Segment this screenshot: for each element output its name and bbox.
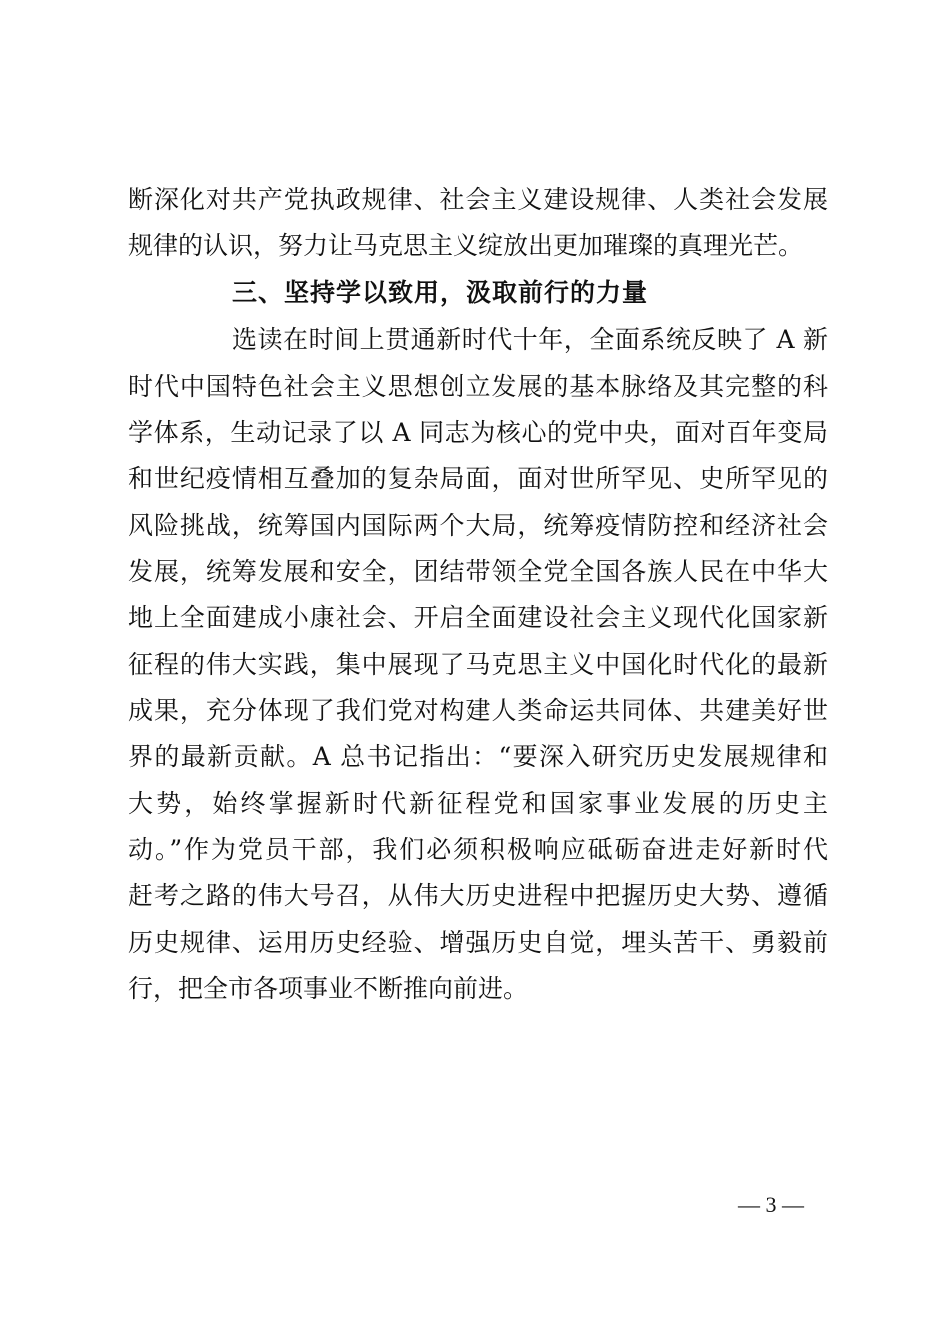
paragraph-line: 界的最新贡献。A 总书记指出：“要深入研究历史发展规律和 [128,742,828,771]
paragraph-line: 时代中国特色社会主义思想创立发展的基本脉络及其完整的科 [128,372,828,401]
paragraph-line: 和世纪疫情相互叠加的复杂局面，面对世所罕见、史所罕见的 [128,464,828,493]
page-number: — 3 — [738,1192,804,1217]
paragraph-line: 断深化对共产党执政规律、社会主义建设规律、人类社会发展 [128,185,828,214]
paragraph-line: 征程的伟大实践，集中展现了马克思主义中国化时代化的最新 [128,650,828,679]
paragraph-line: 发展，统筹发展和安全，团结带领全党全国各族人民在中华大 [128,557,828,586]
paragraph-line: 行，把全市各项事业不断推向前进。 [128,974,529,1003]
paragraph-line: 学体系，生动记录了以 A 同志为核心的党中央，面对百年变局 [128,418,828,447]
paragraph-line: 地上全面建成小康社会、开启全面建设社会主义现代化国家新 [128,603,828,632]
paragraph-line: 大势，始终掌握新时代新征程党和国家事业发展的历史主 [128,789,828,818]
paragraph-line: 风险挑战，统筹国内国际两个大局，统筹疫情防控和经济社会 [128,511,828,540]
section-heading: 三、坚持学以致用，汲取前行的力量 [232,278,649,307]
paragraph-line: 成果，充分体现了我们党对构建人类命运共同体、共建美好世 [128,696,828,725]
paragraph-line: 历史规律、运用历史经验、增强历史自觉，埋头苦干、勇毅前 [128,928,828,957]
paragraph-line: 动。”作为党员干部，我们必须积极响应砥砺奋进走好新时代 [128,835,828,864]
paragraph-line: 规律的认识，努力让马克思主义绽放出更加璀璨的真理光芒。 [128,231,804,260]
paragraph-line: 赶考之路的伟大号召，从伟大历史进程中把握历史大势、遵循 [128,881,828,910]
paragraph-line: 选读在时间上贯通新时代十年，全面系统反映了 A 新 [232,325,828,354]
